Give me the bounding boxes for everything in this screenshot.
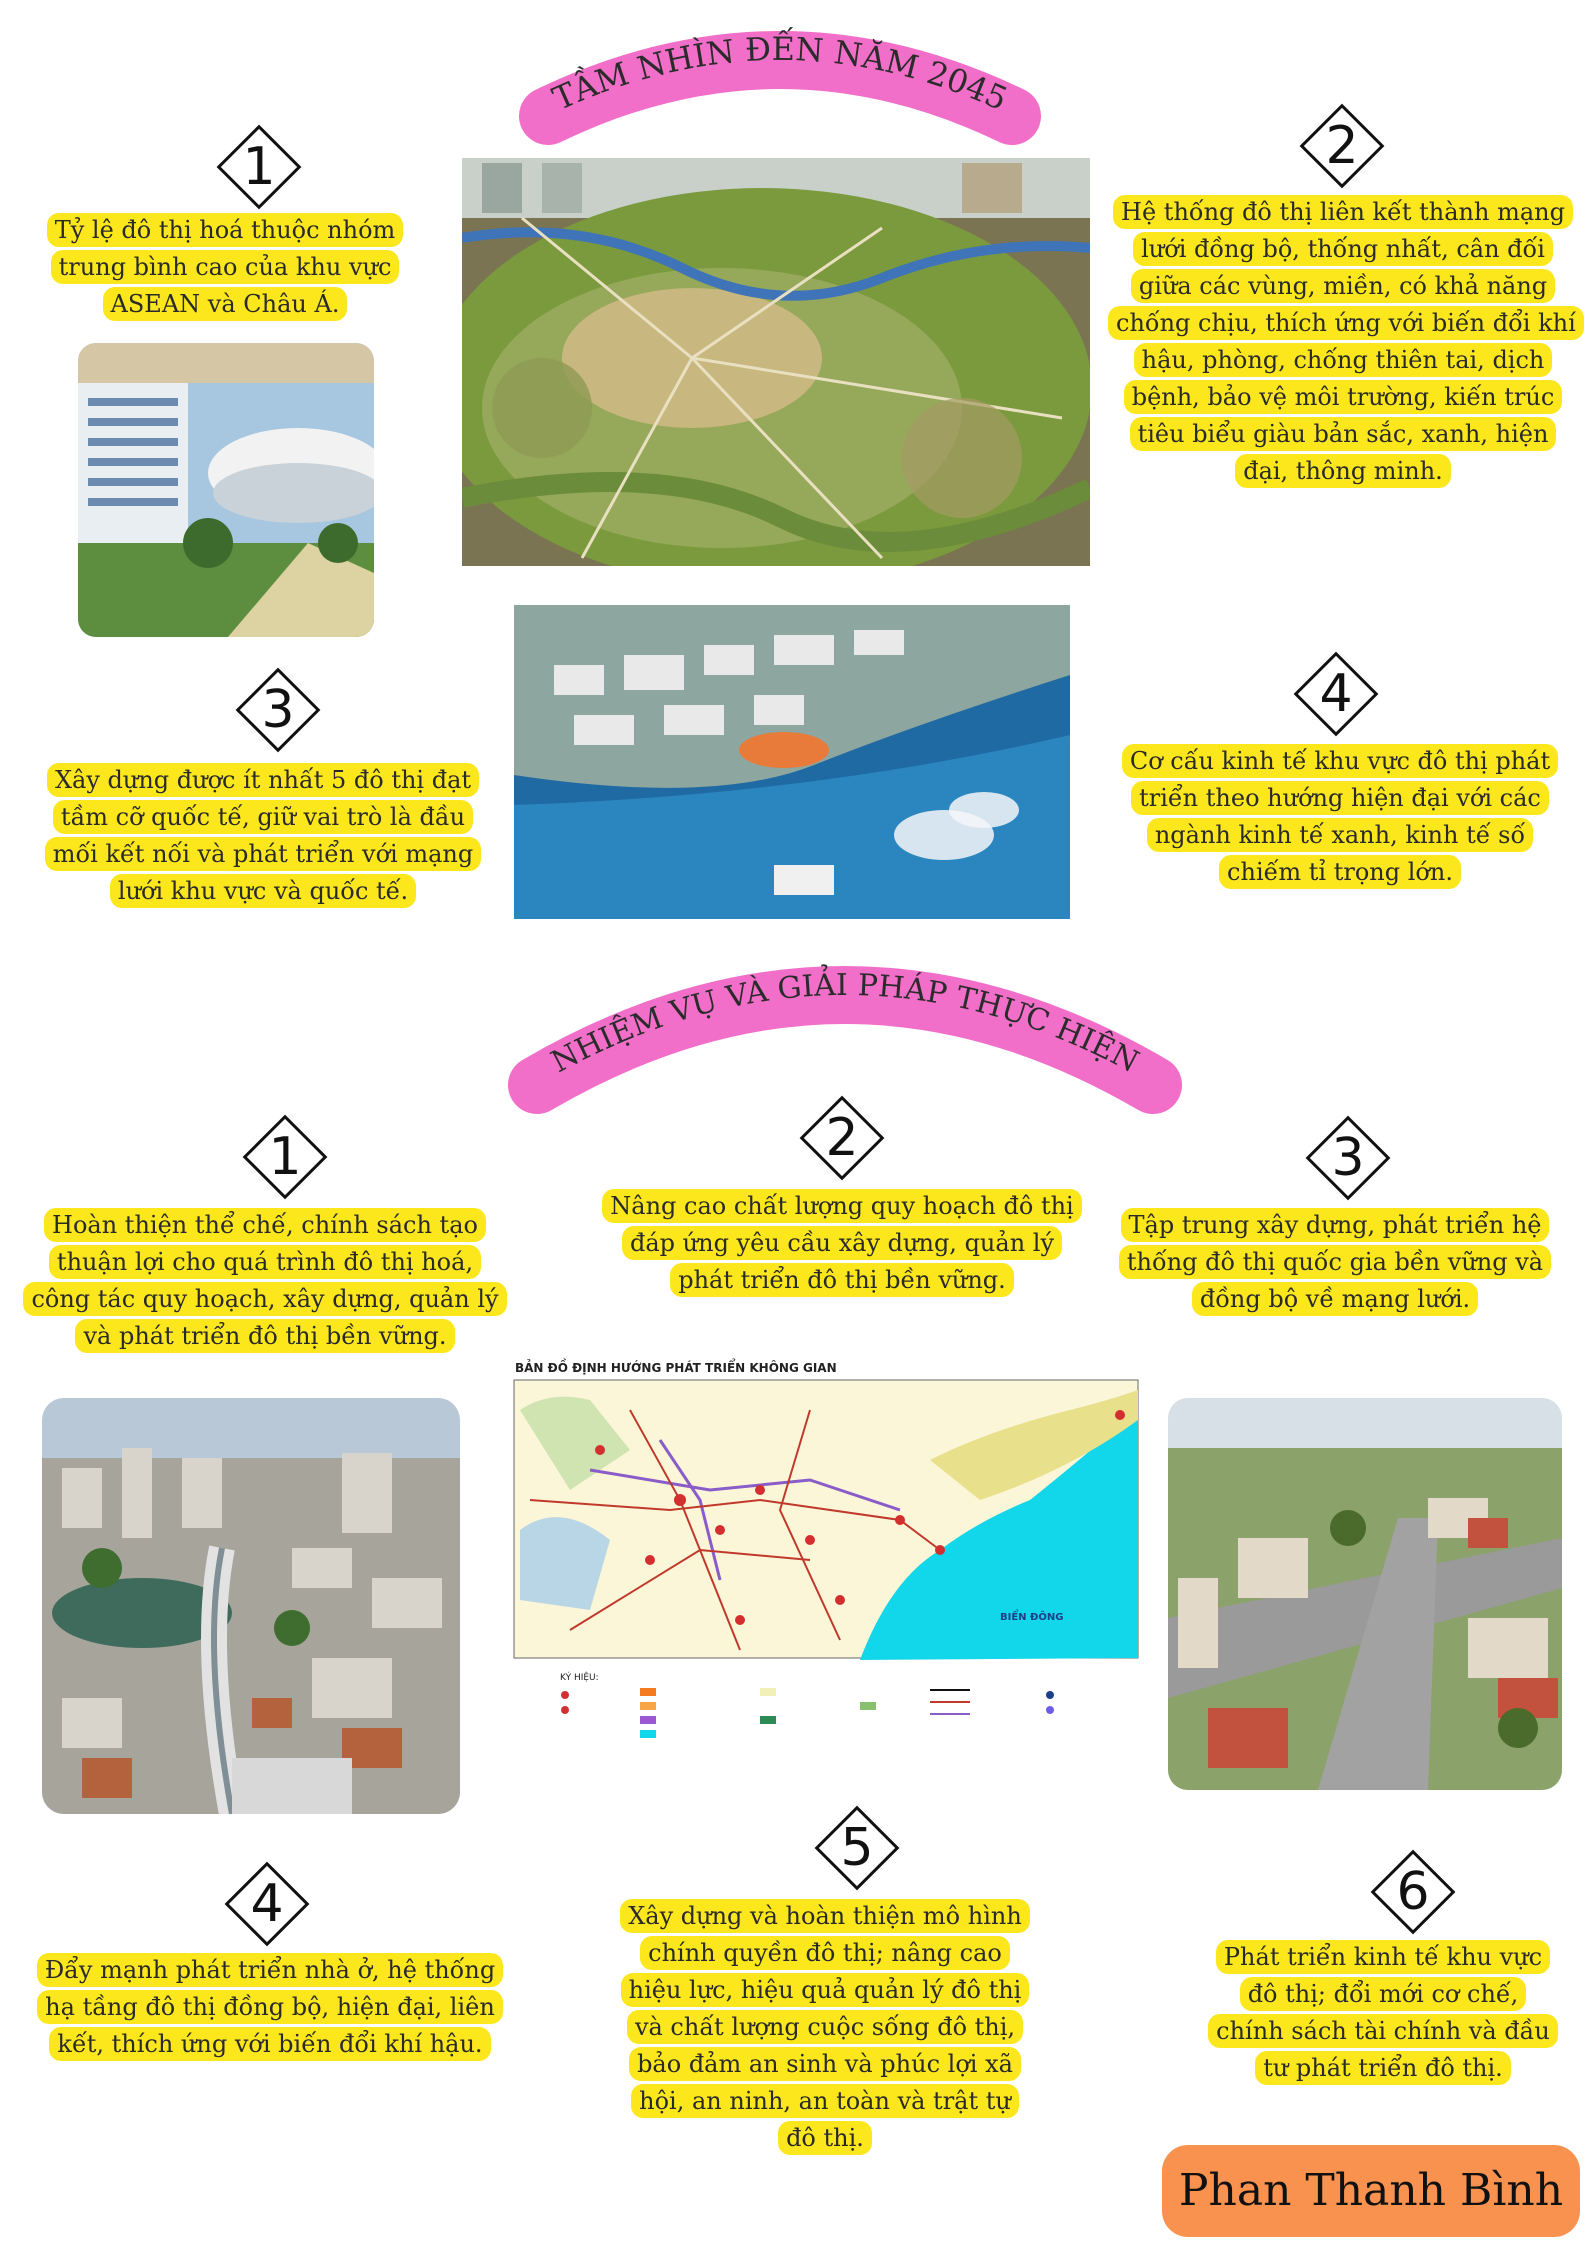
vision-title-banner bbox=[520, 20, 1040, 130]
map-legend-label: KÝ HIỆU: bbox=[560, 1673, 599, 1683]
spatial-development-map bbox=[510, 1350, 1146, 1776]
task-text-6: Phát triển kinh tế khu vực đô thị; đổi mới cơ chế, chính sách tài chính và đầu tư phát triển đô thị. bbox=[1208, 1939, 1558, 2087]
vision-number-4: 4 bbox=[1284, 642, 1388, 746]
building-photo bbox=[78, 343, 374, 637]
metro-city-photo bbox=[42, 1398, 460, 1814]
vision-number-3: 3 bbox=[226, 658, 330, 762]
task-text-3: Tập trung xây dựng, phát triển hệ thống đô thị quốc gia bền vững và đồng bộ về mạng lưới. bbox=[1105, 1207, 1565, 1318]
vision-text-1: Tỷ lệ đô thị hoá thuộc nhóm trung bình cao của khu vực ASEAN và Châu Á. bbox=[25, 212, 425, 323]
town-intersection-photo bbox=[1168, 1398, 1562, 1790]
vision-text-4: Cơ cấu kinh tế khu vực đô thị phát triển theo hướng hiện đại với các ngành kinh tế xanh, kinh tế số chiếm tỉ trọng lớn. bbox=[1115, 743, 1565, 891]
task-text-2: Nâng cao chất lượng quy hoạch đô thị đáp ứng yêu cầu xây dựng, quản lý phát triển đô thị bền vững. bbox=[600, 1188, 1084, 1299]
task-text-1: Hoàn thiện thể chế, chính sách tạo thuận lợi cho quá trình đô thị hoá, công tác quy hoạch, xây dựng, quản lý và phát triển đô thị bền vững. bbox=[23, 1207, 507, 1355]
city-model-photo bbox=[462, 158, 1090, 566]
vision-text-2: Hệ thống đô thị liên kết thành mạng lưới đồng bộ, thống nhất, cân đối giữa các vùng, miền, có khả năng chống chịu, thích ứng với biến đổi khí hậu, phòng, chống thiên tai, dịch bệnh, bảo vệ môi trường, kiến trúc tiêu biểu giàu bản sắc, xanh, hiện đại, thông minh. bbox=[1108, 194, 1578, 490]
task-text-5: Xây dựng và hoàn thiện mô hình chính quyền đô thị; nâng cao hiệu lực, hiệu quả quản lý đô thị và chất lượng cuộc sống đô thị, bảo đảm an sinh và phúc lợi xã hội, an ninh, an toàn và trật tự đô thị. bbox=[620, 1898, 1030, 2157]
tasks-title: NHIỆM VỤ VÀ GIẢI PHÁP THỰC HIỆN bbox=[545, 967, 1145, 1080]
coastal-city-photo bbox=[514, 605, 1070, 919]
task-number-5: 5 bbox=[805, 1796, 909, 1900]
task-number-4: 4 bbox=[215, 1852, 319, 1956]
author-name-badge: Phan Thanh Bình bbox=[1162, 2145, 1580, 2237]
task-text-4: Đẩy mạnh phát triển nhà ở, hệ thống hạ tầng đô thị đồng bộ, hiện đại, liên kết, thích ứng với biến đổi khí hậu. bbox=[25, 1952, 515, 2063]
task-number-3: 3 bbox=[1296, 1106, 1400, 1210]
map-sea-label: BIỂN ĐÔNG bbox=[1000, 1612, 1064, 1623]
map-title: BẢN ĐỒ ĐỊNH HƯỚNG PHÁT TRIỂN KHÔNG GIAN bbox=[515, 1361, 837, 1375]
vision-number-1: 1 bbox=[207, 115, 311, 219]
task-number-6: 6 bbox=[1361, 1840, 1465, 1944]
vision-number-2: 2 bbox=[1290, 94, 1394, 198]
task-number-1: 1 bbox=[233, 1105, 337, 1209]
vision-text-3: Xây dựng được ít nhất 5 đô thị đạt tầm cỡ quốc tế, giữ vai trò là đầu mối kết nối và phát triển với mạng lưới khu vực và quốc tế. bbox=[38, 762, 488, 910]
task-number-2: 2 bbox=[790, 1086, 894, 1190]
vision-title: TẦM NHÌN ĐẾN NĂM 2045 bbox=[547, 29, 1014, 119]
